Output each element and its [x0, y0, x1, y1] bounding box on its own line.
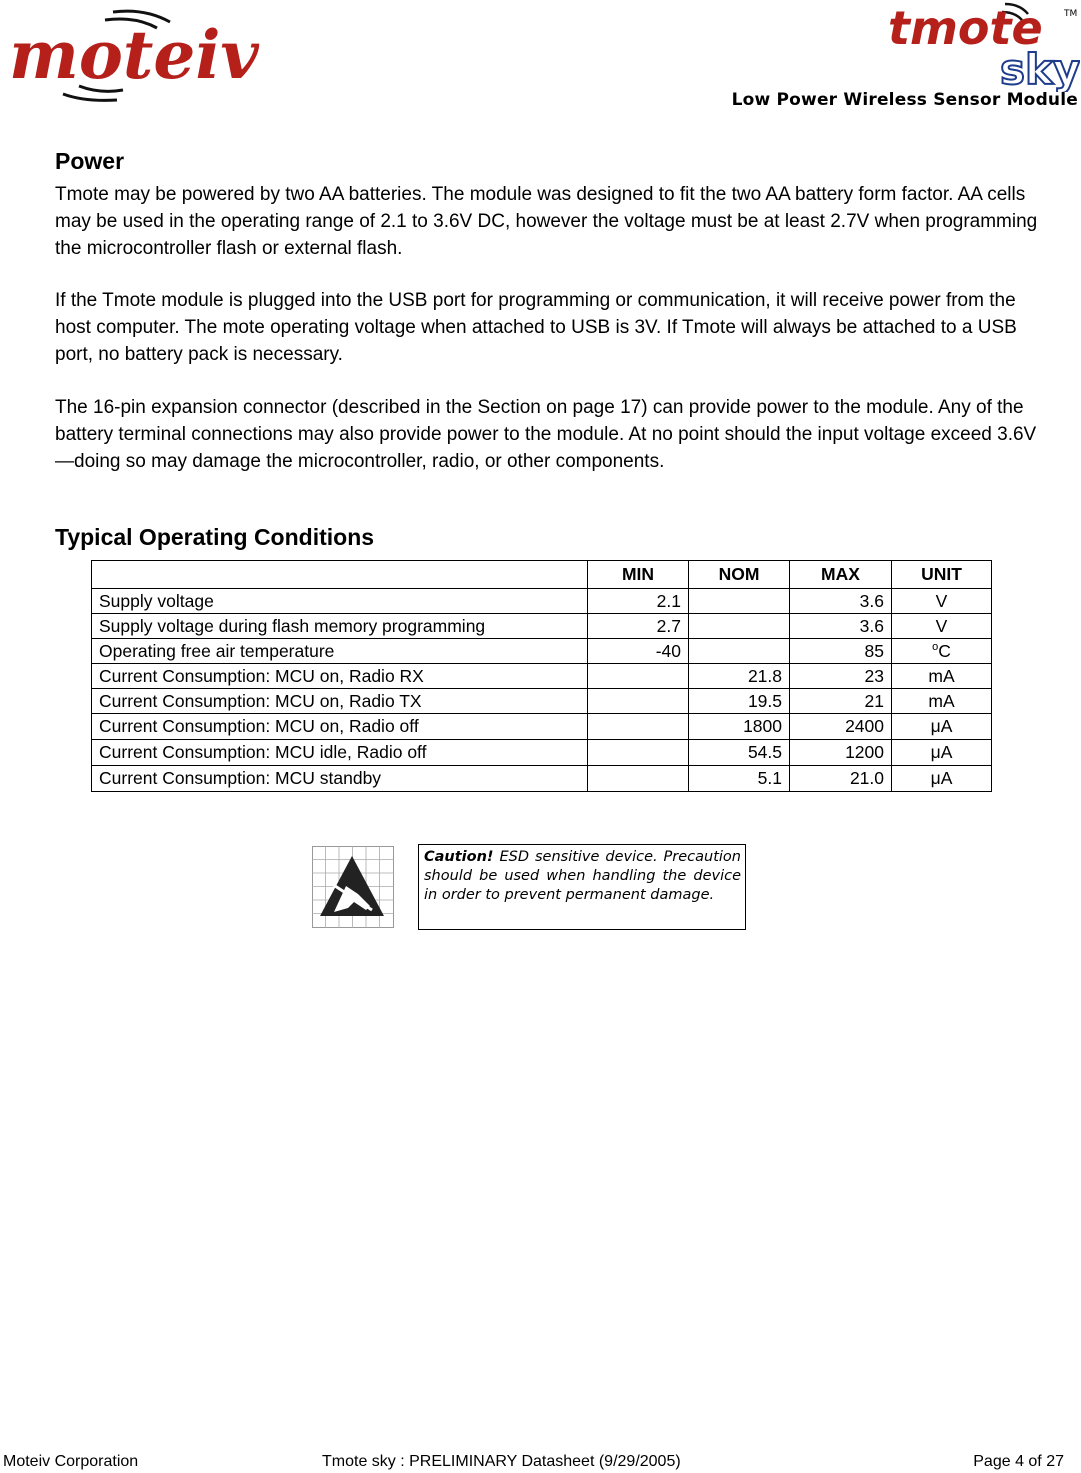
footer-document-title: Tmote sky : PRELIMINARY Datasheet (9/29/2005) — [322, 1453, 681, 1470]
param-cell: Current Consumption: MCU on, Radio off — [92, 714, 588, 740]
max-cell: 23 — [790, 664, 892, 689]
param-cell: Current Consumption: MCU standby — [92, 766, 588, 792]
min-cell: -40 — [588, 639, 689, 664]
esd-warning-icon — [312, 846, 394, 928]
table-row — [92, 664, 992, 689]
moteiv-logo-text: moteiv — [9, 16, 259, 94]
max-cell: 21 — [790, 689, 892, 714]
nom-cell: 21.8 — [689, 664, 790, 689]
power-paragraph-3: The 16-pin expansion connector (described in the Section on page 17) can provide power to the module. Any of the battery terminal connections may also provide power to the module. At no point should the input voltage exceed 3.6V—doing so may damage the microcontroller, radio, or other components. — [55, 397, 1037, 472]
trademark-mark: TM — [1064, 9, 1078, 19]
nom-cell — [689, 639, 790, 664]
sky-logo-word: sky — [1000, 45, 1080, 92]
unit-cell: μA — [892, 766, 992, 792]
unit-cell: mA — [892, 689, 992, 714]
min-cell — [588, 689, 689, 714]
degree-superscript: o — [932, 640, 939, 653]
operating-conditions-table — [91, 560, 992, 792]
unit-cell: V — [892, 589, 992, 614]
max-cell: 85 — [790, 639, 892, 664]
max-cell: 2400 — [790, 714, 892, 740]
unit-cell — [892, 639, 992, 664]
footer-company: Moteiv Corporation — [3, 1453, 139, 1470]
unit-cell: μA — [892, 714, 992, 740]
header-max: MAX — [790, 561, 892, 589]
table-row — [92, 589, 992, 614]
unit-cell: mA — [892, 664, 992, 689]
nom-cell: 54.5 — [689, 740, 790, 766]
param-cell: Supply voltage during flash memory programming — [92, 614, 588, 639]
table-row — [92, 766, 992, 792]
table-row — [92, 740, 992, 766]
unit-text: C — [938, 640, 951, 661]
table-row — [92, 614, 992, 639]
table-row — [92, 714, 992, 740]
power-heading: Power — [55, 148, 125, 174]
nom-cell — [689, 589, 790, 614]
nom-cell — [689, 614, 790, 639]
header-nom: NOM — [689, 561, 790, 589]
unit-cell: μA — [892, 740, 992, 766]
nom-cell: 19.5 — [689, 689, 790, 714]
param-cell: Current Consumption: MCU on, Radio TX — [92, 689, 588, 714]
power-paragraph-1: Tmote may be powered by two AA batteries. The module was designed to fit the two AA battery form factor. AA cells may be used in the operating range of 2.1 to 3.6V DC, however the voltage must be at least 2.7V when programming the microcontroller flash or external flash. — [55, 184, 1038, 259]
min-cell: 2.7 — [588, 614, 689, 639]
min-cell — [588, 664, 689, 689]
caution-text: ESD sensitive device. Precaution should be used when handling the device in order to prevent permanent damage. — [424, 849, 741, 903]
caution-note — [418, 844, 746, 930]
footer-page-number: Page 4 of 27 — [973, 1453, 1064, 1470]
moteiv-logo — [5, 0, 305, 112]
param-cell: Operating free air temperature — [92, 639, 588, 664]
min-cell — [588, 714, 689, 740]
nom-cell: 5.1 — [689, 766, 790, 792]
max-cell: 1200 — [790, 740, 892, 766]
max-cell: 3.6 — [790, 614, 892, 639]
table-row — [92, 639, 992, 664]
max-cell: 21.0 — [790, 766, 892, 792]
power-paragraph-2: If the Tmote module is plugged into the USB port for programming or communication, it will receive power from the host computer. The mote operating voltage when attached to USB is 3V. If Tmote will always be attached to a USB port, no battery pack is necessary. — [55, 290, 1017, 365]
min-cell — [588, 740, 689, 766]
unit-cell: V — [892, 614, 992, 639]
header-min: MIN — [588, 561, 689, 589]
table-row — [92, 689, 992, 714]
tmote-sky-logo — [880, 0, 1080, 92]
caution-label: Caution! — [424, 849, 494, 865]
nom-cell: 1800 — [689, 714, 790, 740]
header-param — [92, 561, 588, 589]
param-cell: Supply voltage — [92, 589, 588, 614]
min-cell — [588, 766, 689, 792]
operating-conditions-heading: Typical Operating Conditions — [55, 524, 375, 550]
param-cell: Current Consumption: MCU idle, Radio off — [92, 740, 588, 766]
tagline: Low Power Wireless Sensor Module — [731, 90, 1078, 110]
min-cell: 2.1 — [588, 589, 689, 614]
param-cell: Current Consumption: MCU on, Radio RX — [92, 664, 588, 689]
tmote-logo-word: tmote — [888, 1, 1043, 55]
max-cell: 3.6 — [790, 589, 892, 614]
table-header-row — [92, 561, 992, 589]
header-unit: UNIT — [892, 561, 992, 589]
